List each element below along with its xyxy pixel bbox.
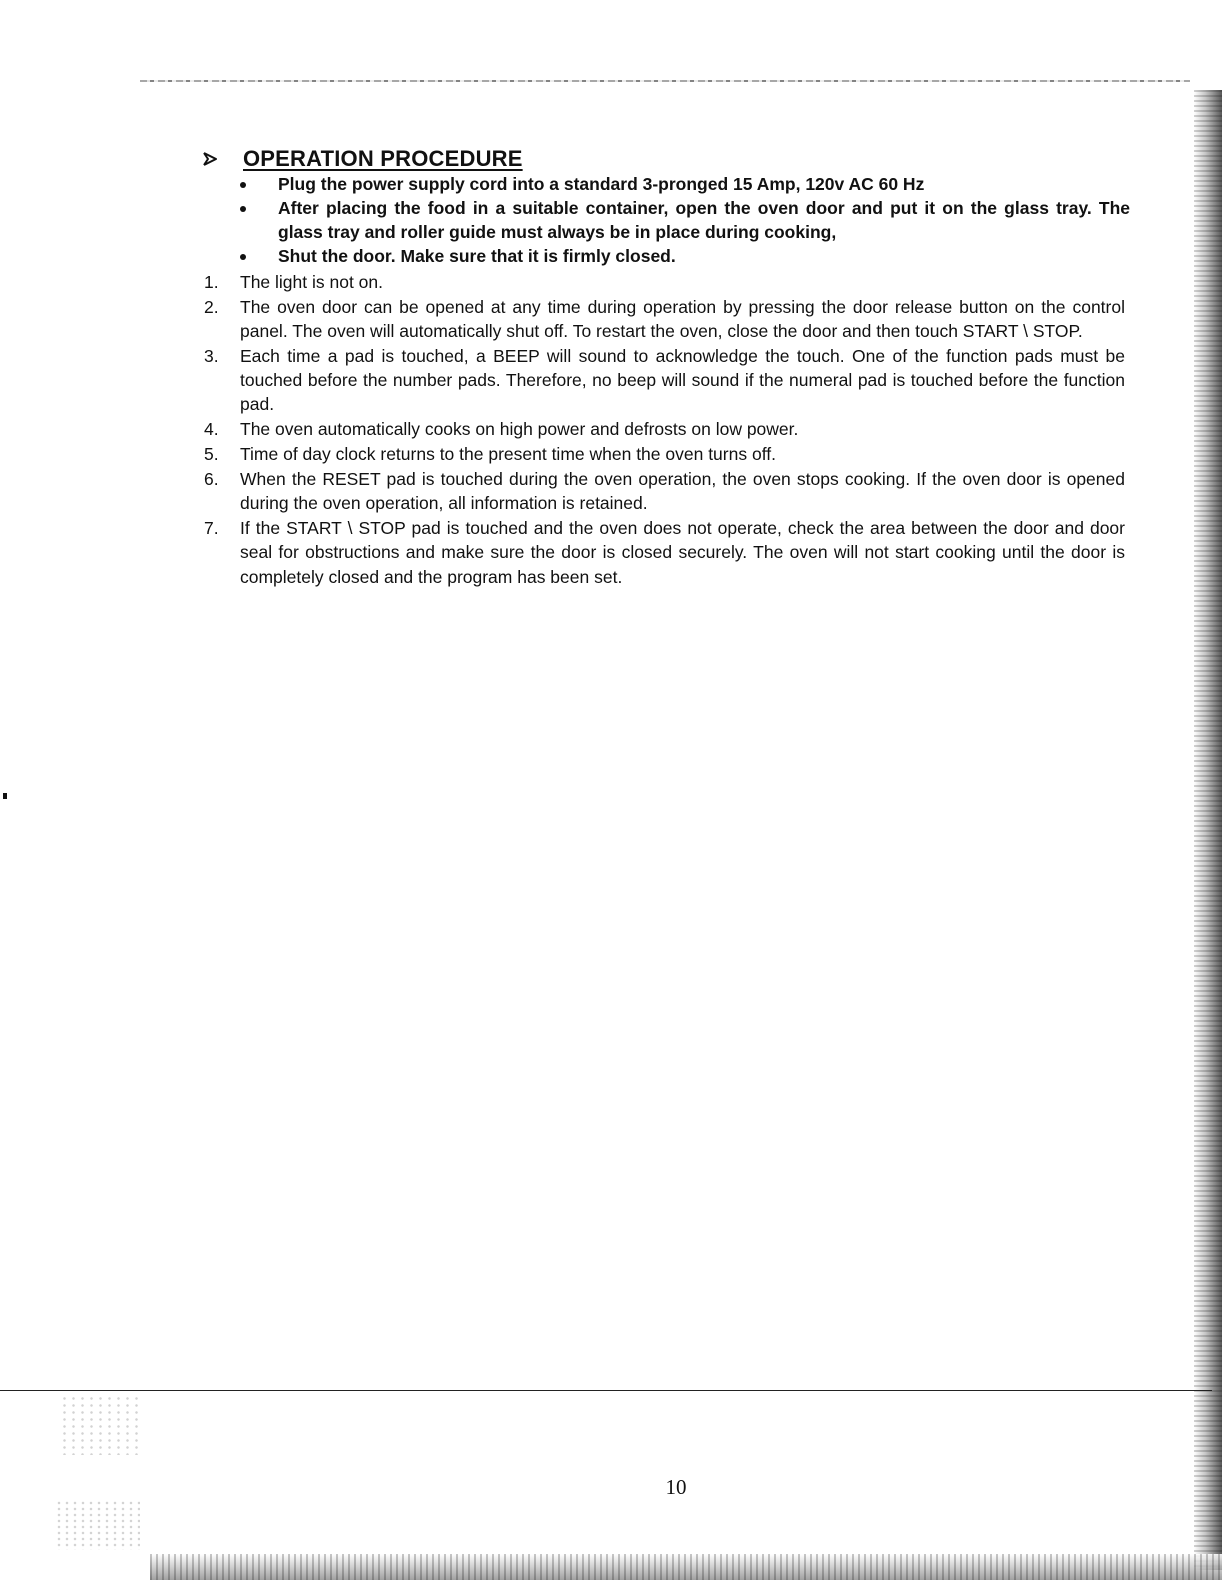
- step-number: 4.: [204, 419, 219, 440]
- step-text: The light is not on.: [240, 272, 383, 292]
- scan-speckles: [55, 1500, 140, 1550]
- list-item: [200, 516, 1125, 589]
- numbered-steps: [200, 270, 1125, 589]
- list-item: [200, 344, 1125, 417]
- bullet-dot-icon: [240, 182, 246, 188]
- step-text: Each time a pad is touched, a BEEP will sound to acknowledge the touch. One of the function pads must be touched before the number pads. Therefore, no beep will sound if the numeral pad is touched before the function pad.: [240, 345, 1125, 415]
- list-item: [200, 270, 1125, 294]
- list-item: [200, 417, 1125, 441]
- list-item: [240, 172, 1130, 196]
- list-item: [200, 295, 1125, 344]
- step-number: 6.: [204, 468, 219, 489]
- scan-right-edge-shadow: [1194, 90, 1222, 1570]
- bullet-text: Plug the power supply cord into a standard 3-pronged 15 Amp, 120v AC 60 Hz: [278, 174, 925, 194]
- page-title: OPERATION PROCEDURE: [243, 146, 523, 171]
- list-item: [240, 196, 1130, 244]
- scan-speckles: [60, 1395, 140, 1455]
- arrowhead-right-icon: [202, 151, 218, 167]
- step-text: If the START \ STOP pad is touched and the oven does not operate, check the area between the door and door seal for obstructions and make sure the door is closed securely. The oven will not start cooking until the door is completely closed and the program has been set.: [240, 517, 1125, 587]
- bullet-dot-icon: [240, 254, 246, 260]
- footer-divider: [0, 1390, 1212, 1391]
- step-number: 3.: [204, 345, 219, 366]
- bullet-dot-icon: [240, 206, 246, 212]
- step-text: When the RESET pad is touched during the oven operation, the oven stops cooking. If the oven door is opened during the oven operation, all information is retained.: [240, 468, 1125, 514]
- step-text: The oven automatically cooks on high power and defrosts on low power.: [240, 419, 799, 440]
- list-item: [200, 467, 1125, 516]
- list-item: [200, 442, 1125, 466]
- scan-dot: [3, 793, 7, 799]
- step-text: Time of day clock returns to the present time when the oven turns off.: [240, 444, 776, 465]
- list-item: [240, 244, 1130, 268]
- step-number: 5.: [204, 444, 219, 465]
- scan-bottom-edge-shadow: [150, 1554, 1222, 1580]
- step-number: 2.: [204, 296, 219, 317]
- bullet-text: After placing the food in a suitable container, open the oven door and put it on the glass tray. The glass tray and roller guide must always be in place during cooking,: [278, 198, 1130, 242]
- step-number: 1.: [204, 272, 219, 292]
- step-text: The oven door can be opened at any time during operation by pressing the door release button on the control panel. The oven will automatically shut off. To restart the oven, close the door and then touch START \ STOP.: [240, 296, 1125, 342]
- scan-top-edge-line: [140, 80, 1190, 82]
- section-heading: [202, 144, 523, 174]
- step-number: 7.: [204, 517, 219, 538]
- bullet-list: [240, 172, 1130, 268]
- bullet-text: Shut the door. Make sure that it is firmly closed.: [278, 246, 676, 266]
- page-number: 10: [665, 1475, 687, 1499]
